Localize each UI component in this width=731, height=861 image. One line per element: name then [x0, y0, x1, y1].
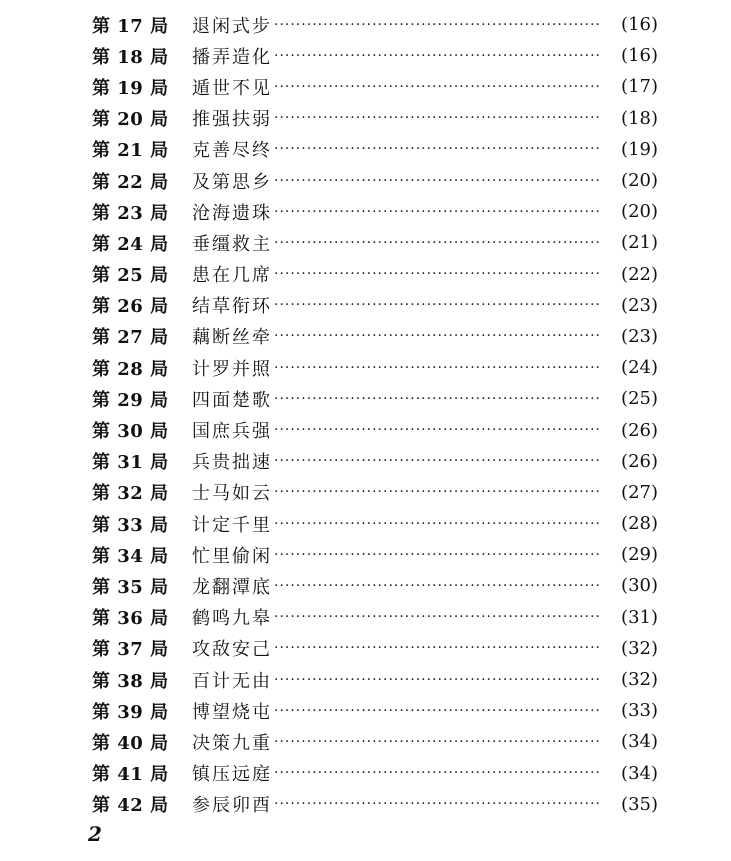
toc-leader-dots: ····························································: [274, 359, 602, 376]
toc-leader-dots: ····························································: [274, 765, 602, 782]
toc-entry-number: 第 22 局: [92, 171, 169, 193]
toc-leader-dots: ····························································: [274, 78, 602, 95]
page-number: 2: [88, 822, 102, 846]
toc-entry-title: 兵贵拙速: [192, 452, 272, 474]
toc-leader-dots: ····························································: [274, 328, 602, 345]
toc-entry-title: 退闲式步: [192, 15, 272, 37]
toc-leader-dots: ····························································: [274, 422, 602, 439]
toc-entry-page: (32): [621, 637, 658, 659]
toc-leader-dots: ····························································: [274, 702, 602, 719]
toc-entry-title: 克善尽终: [192, 140, 272, 162]
toc-entry: [92, 227, 658, 258]
toc-entry-page: (21): [621, 232, 658, 254]
toc-entry: [92, 539, 658, 570]
toc-entry-title: 沧海遗珠: [192, 202, 272, 224]
toc-leader-dots: ····························································: [274, 796, 602, 813]
toc-leader-dots: ····························································: [274, 484, 602, 501]
toc-leader-dots: ····························································: [274, 203, 602, 220]
toc-entry-number: 第 20 局: [92, 109, 169, 131]
toc-entry-title: 国庶兵强: [192, 421, 272, 443]
toc-entry-number: 第 17 局: [92, 15, 169, 37]
toc-entry: [92, 414, 658, 445]
toc-entry-page: (31): [621, 606, 658, 628]
toc-entry: [92, 196, 658, 227]
toc-leader-dots: ····························································: [274, 640, 602, 657]
toc-entry-number: 第 18 局: [92, 46, 169, 68]
toc-entry-number: 第 28 局: [92, 358, 169, 380]
toc-entry-title: 推强扶弱: [192, 109, 272, 131]
toc-entry: [92, 570, 658, 601]
toc-entry: [92, 789, 658, 820]
toc-entry: [92, 290, 658, 321]
toc-entry: [92, 602, 658, 633]
toc-entry: [92, 9, 658, 40]
toc-entry-page: (24): [621, 357, 658, 379]
toc-leader-dots: ····························································: [274, 609, 602, 626]
toc-entry: [92, 383, 658, 414]
toc-entry-number: 第 42 局: [92, 795, 169, 817]
toc-entry-page: (19): [621, 138, 658, 160]
toc-entry-title: 攻敌安己: [192, 639, 272, 661]
toc-entry-page: (35): [621, 793, 658, 815]
toc-entry: [92, 633, 658, 664]
toc-entry-page: (26): [621, 419, 658, 441]
toc-entry-page: (34): [621, 731, 658, 753]
toc-entry-number: 第 37 局: [92, 639, 169, 661]
toc-leader-dots: ····························································: [274, 297, 602, 314]
toc-leader-dots: ····························································: [274, 16, 602, 33]
toc-entry: [92, 508, 658, 539]
toc-entry-page: (25): [621, 388, 658, 410]
toc-entry-page: (17): [621, 76, 658, 98]
toc-entry-title: 计罗并照: [192, 358, 272, 380]
toc-entry-page: (29): [621, 544, 658, 566]
toc-entry-title: 鹤鸣九皋: [192, 608, 272, 630]
toc-entry-number: 第 33 局: [92, 514, 169, 536]
toc-entry-page: (20): [621, 201, 658, 223]
toc-entry-number: 第 19 局: [92, 77, 169, 99]
toc-entry-number: 第 31 局: [92, 452, 169, 474]
toc-entry-page: (18): [621, 107, 658, 129]
toc-entry-number: 第 36 局: [92, 608, 169, 630]
toc-entry: [92, 726, 658, 757]
toc-entry: [92, 40, 658, 71]
toc-leader-dots: ····························································: [274, 110, 602, 127]
toc-entry: [92, 103, 658, 134]
toc-entry-title: 藕断丝牵: [192, 327, 272, 349]
table-of-contents: [92, 9, 658, 820]
toc-entry-number: 第 29 局: [92, 389, 169, 411]
toc-entry-number: 第 30 局: [92, 421, 169, 443]
toc-entry-page: (33): [621, 700, 658, 722]
toc-entry-title: 百计无由: [192, 670, 272, 692]
toc-entry: [92, 477, 658, 508]
toc-entry-title: 士马如云: [192, 483, 272, 505]
toc-leader-dots: ····························································: [274, 234, 602, 251]
toc-entry-title: 结草衔环: [192, 296, 272, 318]
toc-leader-dots: ····························································: [274, 390, 602, 407]
toc-entry-title: 镇压远庭: [192, 764, 272, 786]
toc-leader-dots: ····························································: [274, 577, 602, 594]
toc-entry: [92, 134, 658, 165]
toc-entry-number: 第 41 局: [92, 764, 169, 786]
toc-entry-title: 四面楚歌: [192, 389, 272, 411]
toc-entry-number: 第 32 局: [92, 483, 169, 505]
toc-entry-page: (34): [621, 762, 658, 784]
toc-leader-dots: ····························································: [274, 733, 602, 750]
toc-leader-dots: ····························································: [274, 266, 602, 283]
toc-entry: [92, 259, 658, 290]
toc-entry-page: (30): [621, 575, 658, 597]
toc-leader-dots: ····························································: [274, 515, 602, 532]
toc-leader-dots: ····························································: [274, 671, 602, 688]
toc-entry-title: 参辰卯酉: [192, 795, 272, 817]
toc-entry-number: 第 27 局: [92, 327, 169, 349]
toc-leader-dots: ····························································: [274, 172, 602, 189]
toc-entry: [92, 664, 658, 695]
toc-entry-page: (26): [621, 450, 658, 472]
toc-entry-page: (16): [621, 45, 658, 67]
toc-entry-page: (32): [621, 669, 658, 691]
toc-entry: [92, 758, 658, 789]
toc-entry-page: (20): [621, 170, 658, 192]
toc-entry-title: 垂缰救主: [192, 233, 272, 255]
toc-leader-dots: ····························································: [274, 453, 602, 470]
toc-entry-title: 计定千里: [192, 514, 272, 536]
toc-entry-title: 博望烧屯: [192, 701, 272, 723]
toc-entry: [92, 321, 658, 352]
toc-entry-number: 第 38 局: [92, 670, 169, 692]
toc-entry: [92, 71, 658, 102]
toc-entry-title: 忙里偷闲: [192, 545, 272, 567]
toc-entry-title: 遁世不见: [192, 77, 272, 99]
toc-leader-dots: ····························································: [274, 546, 602, 563]
toc-entry-number: 第 35 局: [92, 576, 169, 598]
toc-entry: [92, 695, 658, 726]
toc-entry-page: (23): [621, 294, 658, 316]
toc-entry-number: 第 40 局: [92, 732, 169, 754]
toc-entry-number: 第 24 局: [92, 233, 169, 255]
toc-entry: [92, 446, 658, 477]
toc-entry: [92, 352, 658, 383]
toc-entry-number: 第 39 局: [92, 701, 169, 723]
toc-entry-number: 第 34 局: [92, 545, 169, 567]
toc-entry-title: 播弄造化: [192, 46, 272, 68]
toc-entry-page: (22): [621, 263, 658, 285]
toc-leader-dots: ····························································: [274, 141, 602, 158]
toc-entry-title: 患在几席: [192, 265, 272, 287]
toc-entry: [92, 165, 658, 196]
toc-entry-title: 决策九重: [192, 732, 272, 754]
toc-entry-number: 第 26 局: [92, 296, 169, 318]
toc-entry-page: (23): [621, 325, 658, 347]
toc-entry-page: (16): [621, 14, 658, 36]
toc-entry-title: 龙翻潭底: [192, 576, 272, 598]
toc-entry-page: (27): [621, 481, 658, 503]
toc-entry-number: 第 23 局: [92, 202, 169, 224]
toc-entry-title: 及第思乡: [192, 171, 272, 193]
toc-entry-page: (28): [621, 513, 658, 535]
toc-leader-dots: ····························································: [274, 47, 602, 64]
toc-entry-number: 第 21 局: [92, 140, 169, 162]
toc-entry-number: 第 25 局: [92, 265, 169, 287]
